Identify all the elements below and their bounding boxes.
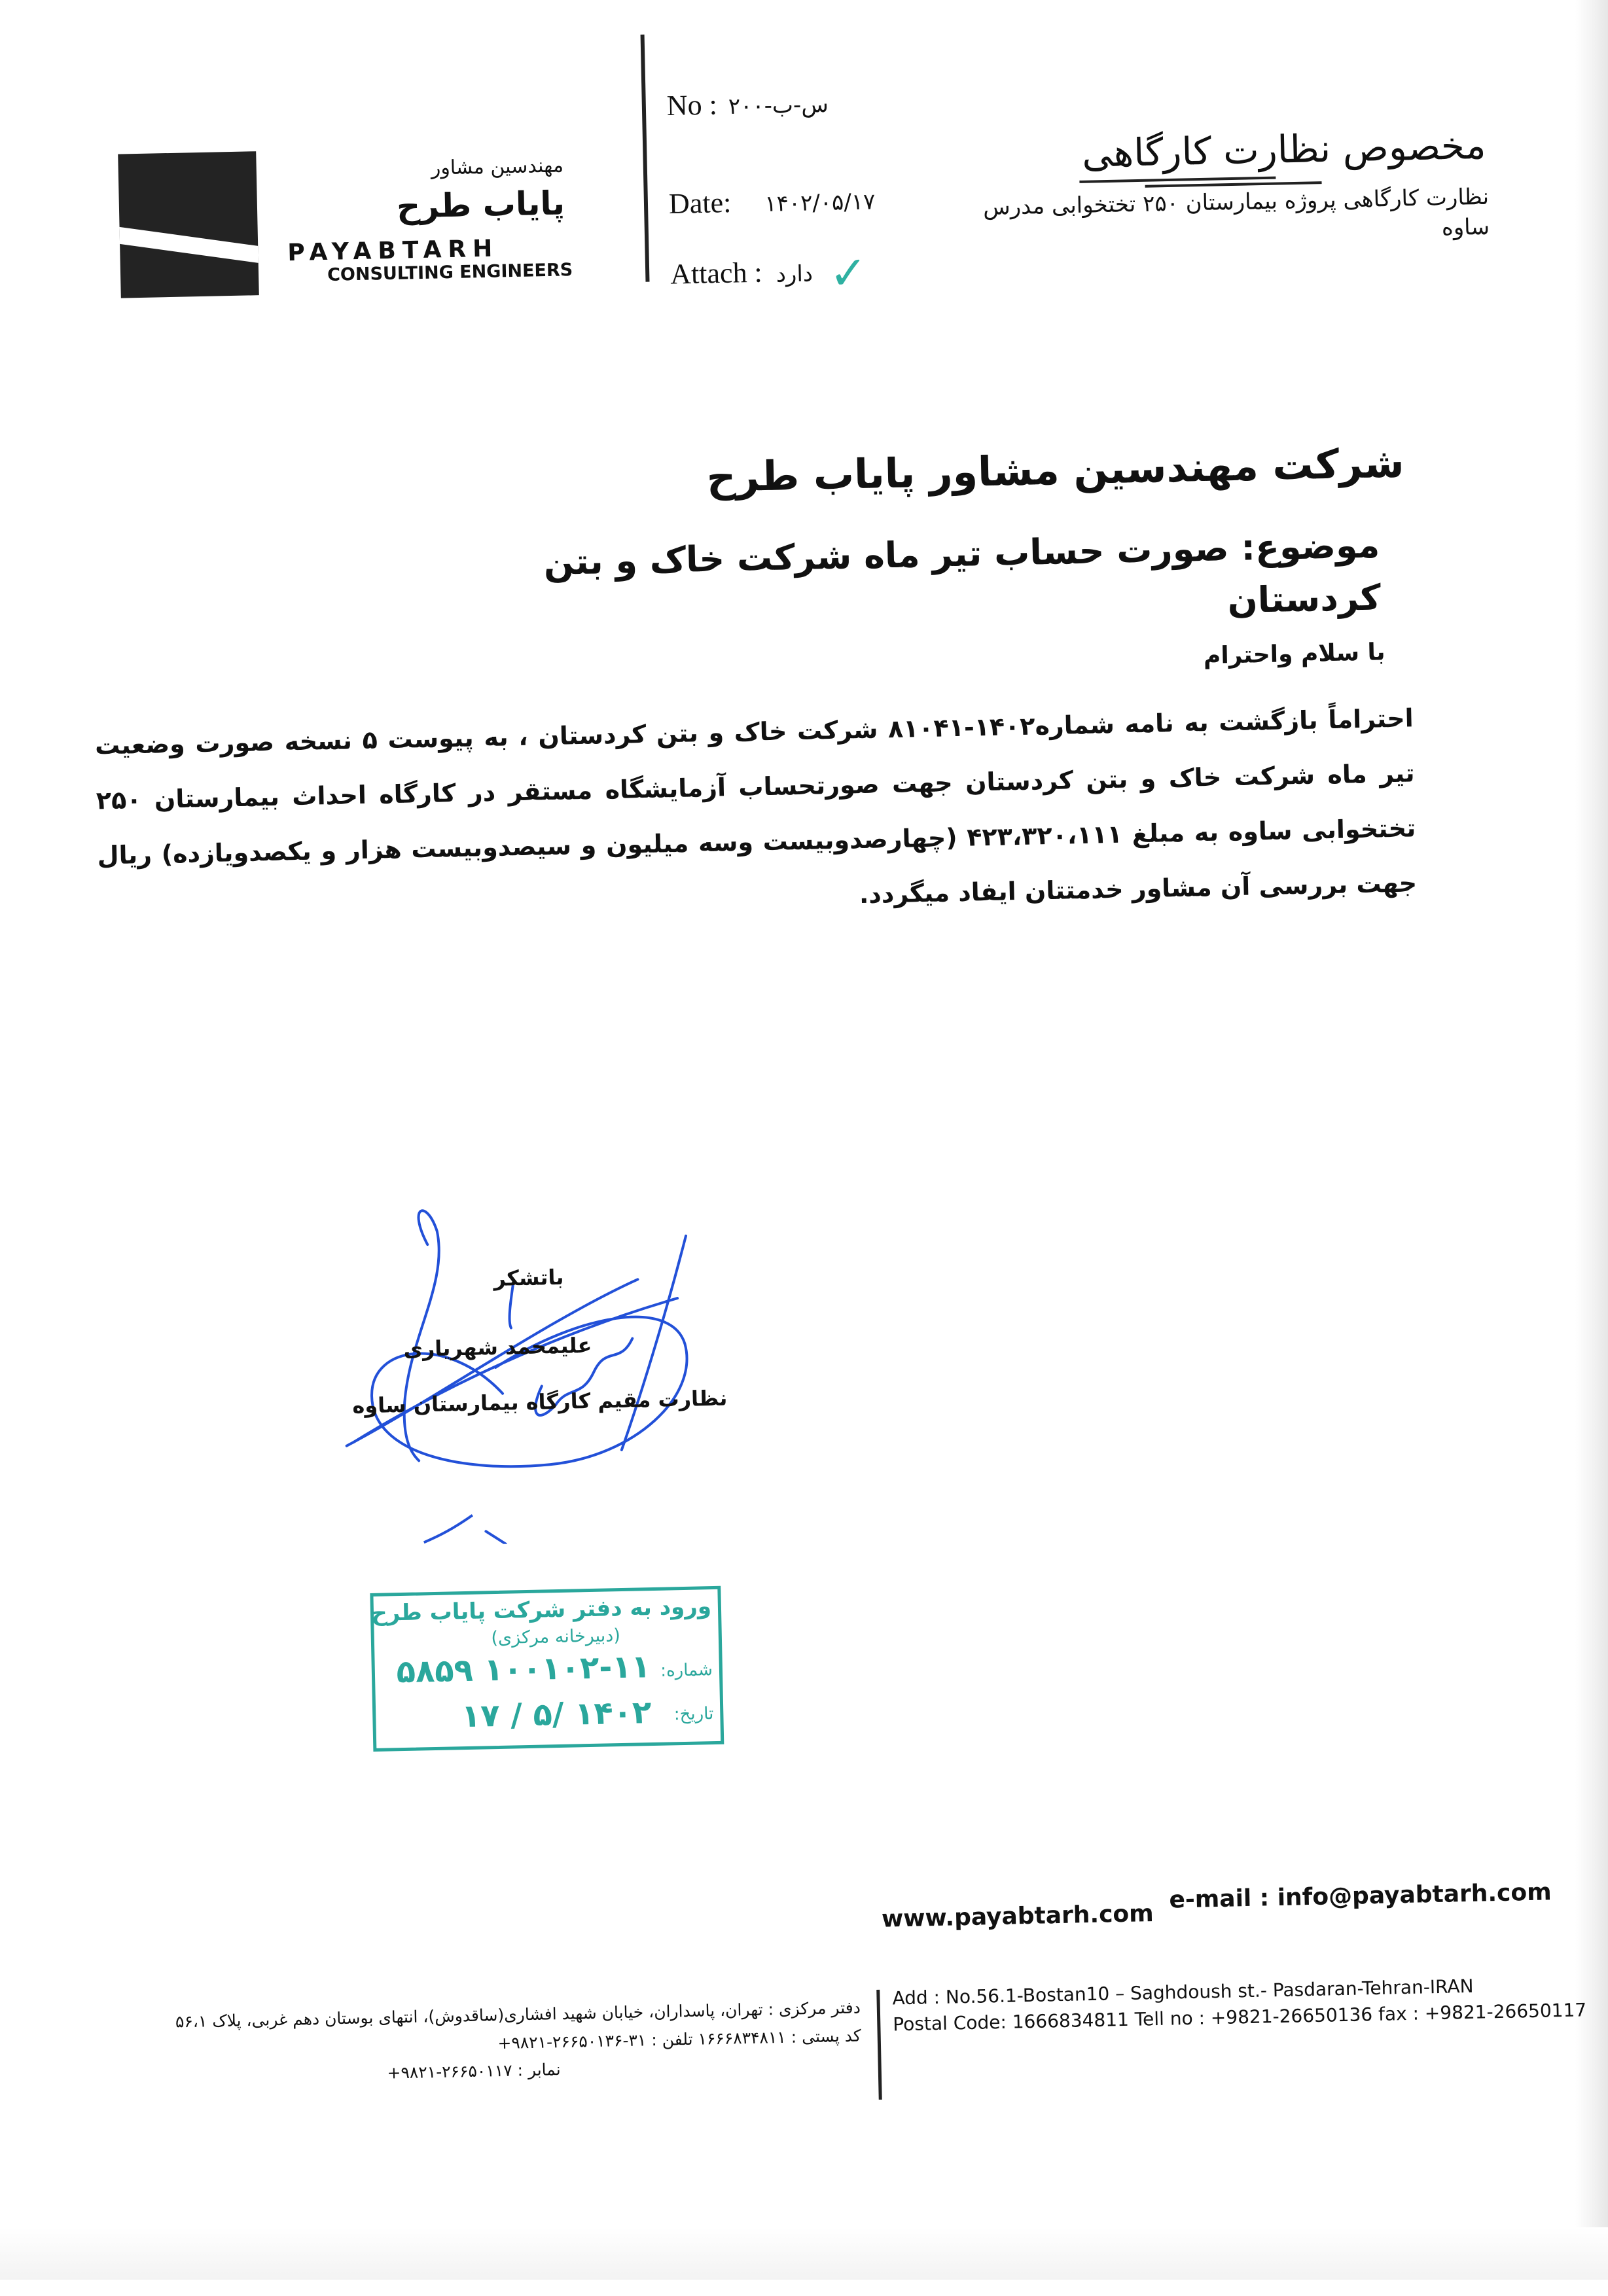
header-divider [641, 35, 650, 282]
logo-name-en: PAYABTARH [287, 235, 499, 267]
logo-subtitle-fa: مهندسین مشاور [431, 154, 564, 180]
stamp-subtitle: (دبیرخانه مرکزی) [491, 1625, 621, 1649]
greeting: با سلام واحترام [1203, 639, 1386, 670]
header-subtitle: نظارت کارگاهی پروژه بیمارستان ۲۵۰ تختخوابی مدرس ساوه [982, 183, 1490, 241]
signer-name: علیمحمد شهریاری [403, 1332, 592, 1362]
signer-role: نظارت مقیم کارگاه بیمارستان ساوه [351, 1385, 728, 1419]
stamp-number-value: ۱۰۰۱۰۲-۱۱ ۵۸۵۹ [396, 1648, 651, 1691]
header-underline [1079, 177, 1276, 183]
address-en: Add : No.56.1-Bostan10 – Saghdoush st.- Pasdaran-Tehran-IRAN [892, 1975, 1474, 2009]
letter-date [668, 183, 875, 221]
footer-divider [876, 1990, 882, 2100]
address-fa: دفتر مرکزی : تهران، پاسداران، خیابان شهید افشاری(ساقدوش)، انتهای بوستان دهم غربی، پلاک ۵۶،۱ [175, 1998, 861, 2032]
stamp-date-label: تاریخ: [673, 1704, 714, 1725]
postal-phone-en: Postal Code: 1666834811 Tell no : +9821-26650136 fax : +9821-26650117 [892, 1999, 1587, 2036]
number-value: ۲۰۰-س-ب [728, 91, 829, 120]
attach-label: Attach : [670, 256, 763, 291]
stamp-title: ورود به دفتر شرکت پایاب طرح [370, 1593, 712, 1627]
letter-body: احتراماً بازگشت به نامه شماره۱۴۰۲-۸۱۰۴۱ شرکت خاک و بتن کردستان ، به پیوست ۵ نسخه صورت وضعیت تیر ماه شرکت خاک و بتن کردستان جهت صورتحساب آزمایشگاه مستقر در کارگاه احداث بیمارستان ۲۵۰ تختخوابی ساوه به مبلغ ۴۲۳،۳۲۰،۱۱۱ (چهارصدوبیست وسه میلیون و سیصدوبیست هزار و یکصدویازده) ریال جهت بررسی آن مشاور خدمتتان ایفاد میگردد. [94, 703, 1418, 910]
website-link[interactable]: www.payabtarh.com [881, 1900, 1154, 1933]
email-link[interactable]: e-mail : info@payabtarh.com [1169, 1879, 1552, 1914]
stamp-number-label: شماره: [660, 1660, 713, 1681]
subject: موضوع: صورت حساب تیر ماه شرکت خاک و بتن کردستان [543, 524, 1382, 622]
company-logo-mark [118, 151, 259, 298]
postal-phone-fa: کد پستی : ۱۶۶۶۸۳۴۸۱۱ تلفن : ۳۱-۲۶۶۵۰۱۳۶-۹۸۲۱+ [497, 2026, 861, 2053]
number-label: No : [666, 88, 718, 122]
date-value: ۱۴۰۲/۰۵/۱۷ [764, 188, 876, 217]
receipt-stamp [370, 1586, 724, 1752]
checkmark-icon: ✓ [829, 248, 868, 300]
fax-fa: نمابر : ۲۶۶۵۰۱۱۷-۹۸۲۱+ [387, 2060, 561, 2083]
logo-name-fa: پایاب طرح [396, 184, 565, 226]
header-title: مخصوص نظارت کارگاهی [1081, 122, 1487, 176]
letter-number [666, 86, 829, 122]
date-label: Date: [668, 186, 732, 220]
letter-attach [670, 246, 868, 304]
logo-subtitle-en: CONSULTING ENGINEERS [327, 260, 573, 285]
recipient: شرکت مهندسین مشاور پایاب طرح [706, 438, 1405, 501]
handwritten-signature [329, 1199, 741, 1547]
stamp-date-value: ۱۴۰۲ /۵ / ۱۷ [461, 1694, 652, 1735]
attach-value: دارد [776, 260, 813, 288]
signature-thanks: باتشکر [493, 1264, 564, 1291]
